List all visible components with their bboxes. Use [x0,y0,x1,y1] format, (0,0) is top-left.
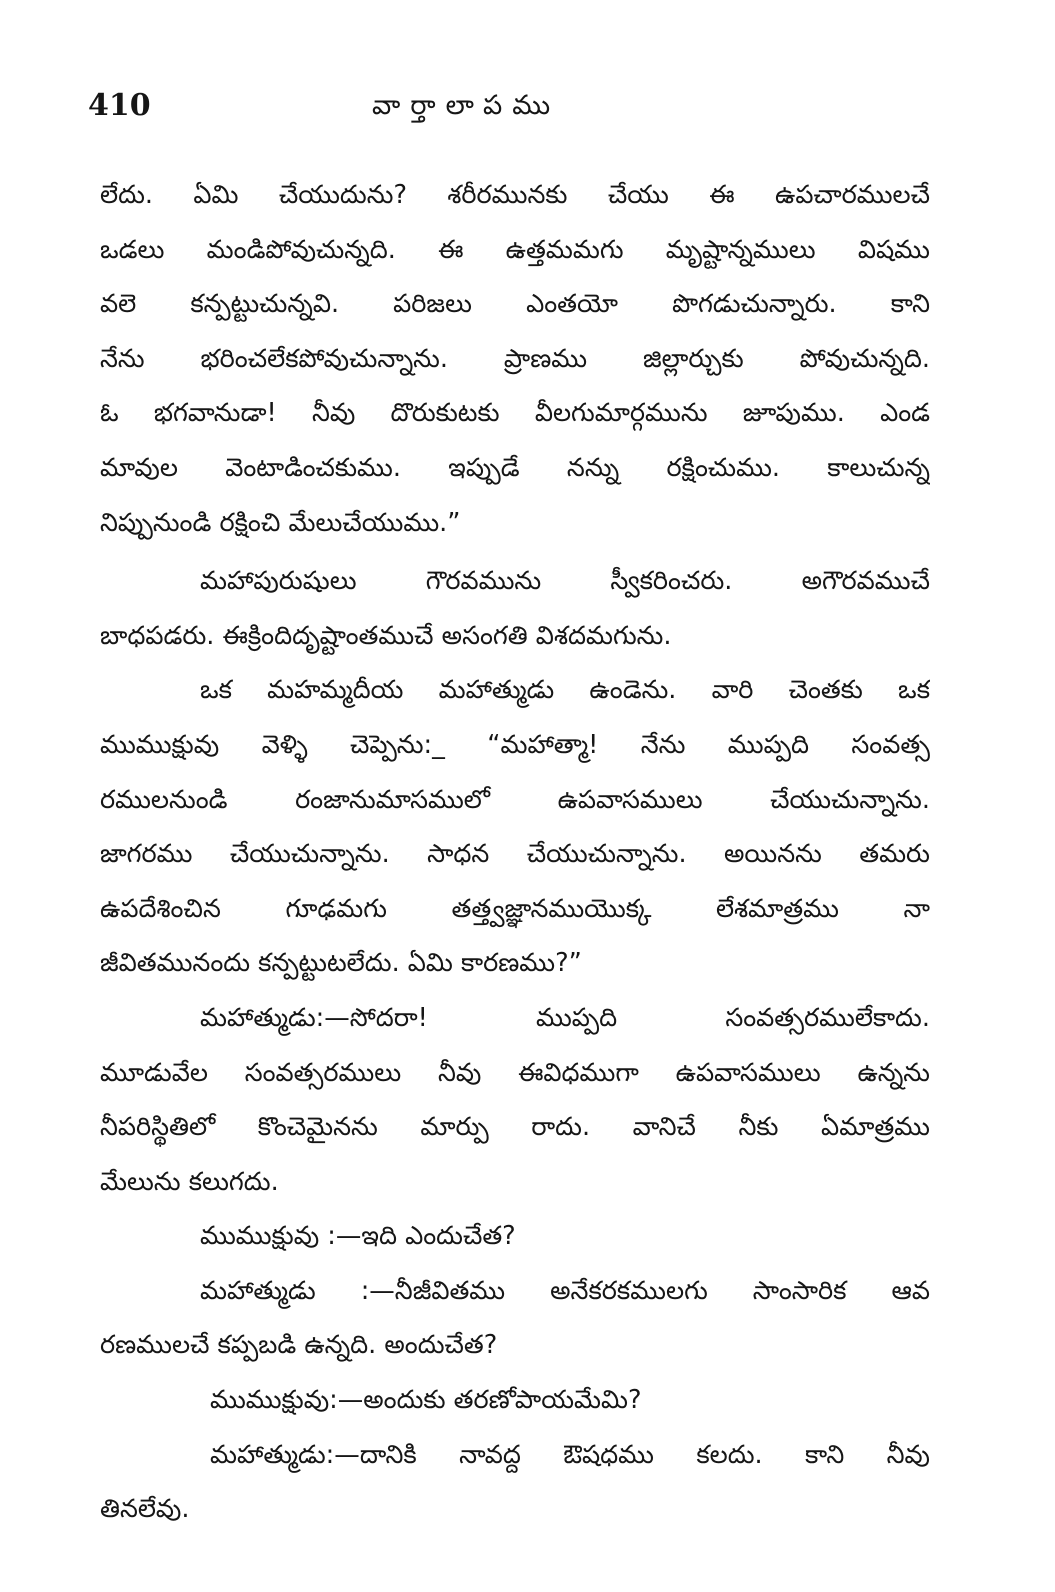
text-line: మహాత్ముడు:—సోదరా! ముప్పది సంవత్సరములేకాదు. [200,1002,930,1033]
text-line: ఒడలు మండిపోవుచున్నది. ఈ ఉత్తమమగు మృష్టాన్నములు విషము [100,234,930,265]
text-line: రములనుండి రంజానుమాసములో ఉపవాసములు చేయుచున్నాను. [100,784,930,815]
text-line: ఒక మహమ్మదీయ మహాత్ముడు ఉండెను. వారి చెంతకు ఒక [200,675,930,706]
text-line: ఉపదేశించిన గూఢమగు తత్త్వజ్ఞానముయొక్క లేశమాత్రము నా [100,893,930,924]
text-line: మహాత్ముడు :—నీజీవితము అనేకరకములగు సాంసారిక ఆవ [200,1275,930,1306]
page-number: 410 [88,88,151,123]
text-line: మేలును కలుగదు. [100,1166,279,1197]
text-line: జీవితమునందు కన్పట్టుటలేదు. ఏమి కారణము?” [100,948,582,979]
text-line: ఓ భగవానుడా! నీవు దొరుకుటకు వీలగుమార్గమును జూపుము. ఎండ [100,398,930,429]
running-title: వార్తాలాపము [372,90,561,121]
text-line: నేను భరించలేకపోవుచున్నాను. ప్రాణము జిల్లార్చుకు పోవుచున్నది. [100,343,930,374]
text-line: మహాపురుషులు గౌరవమును స్వీకరించరు. అగౌరవముచే [200,566,930,597]
text-line: ముముక్షువు:—అందుకు తరణోపాయమేమి? [210,1385,642,1416]
text-line: లేదు. ఏమి చేయుదును? శరీరమునకు చేయు ఈ ఉపచారములచే [100,180,930,210]
text-line: మహాత్ముడు:—దానికి నావద్ద ఔషధము కలదు. కాని నీవు [210,1439,930,1470]
text-line: నీపరిస్థితిలో కొంచెమైనను మార్పు రాదు. వానిచే నీకు ఏమాత్రము [100,1112,930,1143]
text-line: మూడువేల సంవత్సరములు నీవు ఈవిధముగా ఉపవాసములు ఉన్నను [100,1057,930,1088]
text-line: నిప్పునుండి రక్షించి మేలుచేయుము.” [100,507,461,538]
text-line: ముముక్షువు :—ఇది ఎందుచేత? [200,1221,516,1252]
text-line: మావుల వెంటాడించకుము. ఇప్పుడే నన్ను రక్షించుము. కాలుచున్న [100,452,930,483]
text-line: తినలేవు. [100,1494,190,1525]
text-line: ముముక్షువు వెళ్ళి చెప్పెను:_ “మహాత్మా! నేను ముప్పది సంవత్స [100,729,930,760]
text-line: బాధపడరు. ఈక్రిందిదృష్టాంతముచే అసంగతి విశదమగును. [100,620,672,651]
page-text [100,168,930,1537]
text-line: జాగరము చేయుచున్నాను. సాధన చేయుచున్నాను. అయినను తమరు [100,839,930,870]
text-line: వలె కన్పట్టుచున్నవి. పరిజలు ఎంతయో పొగడుచున్నారు. కాని [100,289,930,320]
text-line: రణములచే కప్పబడి ఉన్నది. అందుచేత? [100,1330,498,1361]
